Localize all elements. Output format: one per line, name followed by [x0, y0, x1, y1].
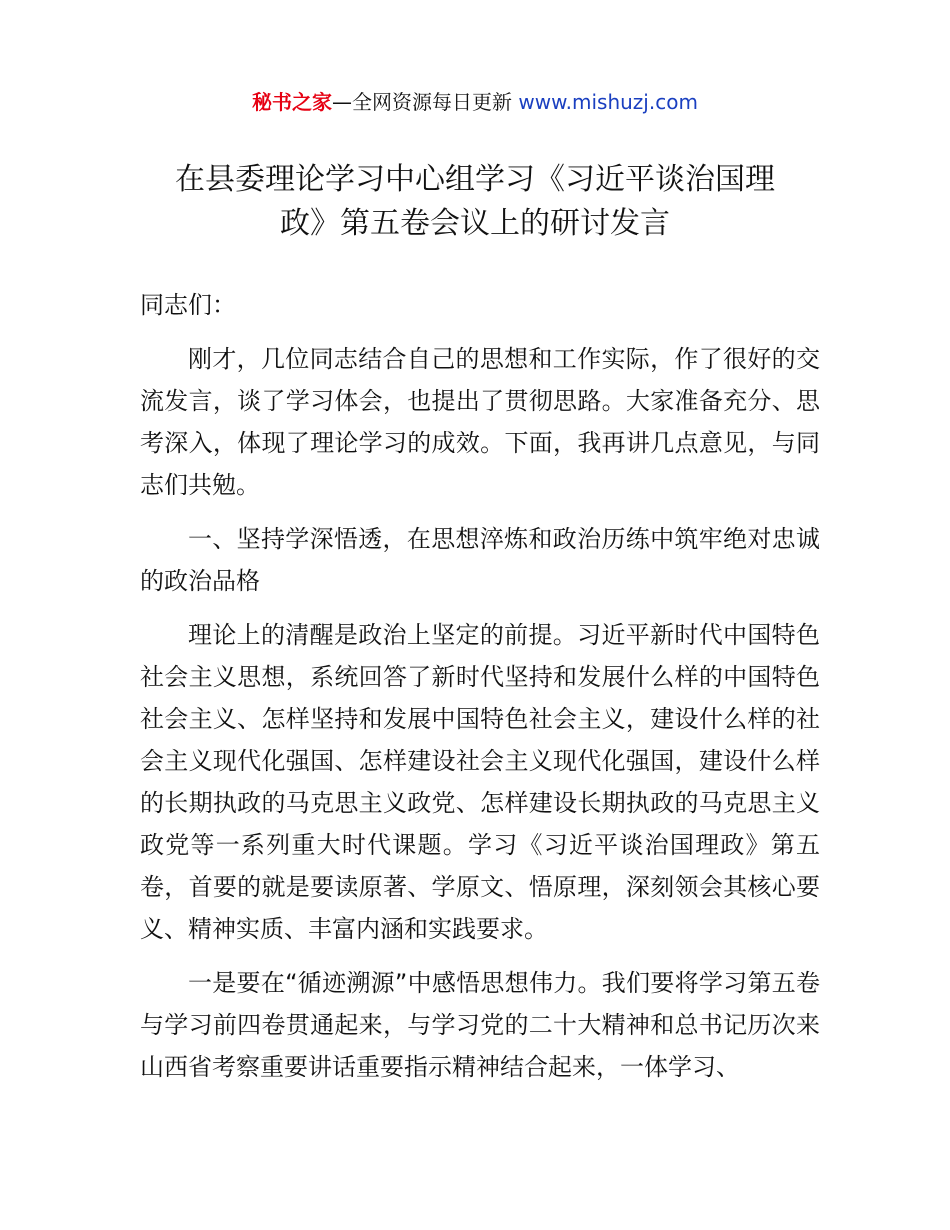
paragraph-point-1: 一是要在“循迹溯源”中感悟思想伟力。我们要将学习第五卷与学习前四卷贯通起来，与学习党的二十大精神和总书记历次来山西省考察重要讲话重要指示精神结合起来，一体学习、: [140, 969, 820, 1081]
salutation: 同志们：: [140, 291, 236, 319]
title-line-1: 在县委理论学习中心组学习《习近平谈治国理: [175, 162, 775, 197]
section-heading-1: 一、坚持学深悟透，在思想淬炼和政治历练中筑牢绝对忠诚的政治品格: [140, 525, 820, 595]
document-body: [140, 284, 820, 1088]
site-url-link[interactable]: www.mishuzj.com: [518, 90, 698, 114]
title-line-2: 政》第五卷会议上的研讨发言: [280, 206, 670, 241]
site-header: [0, 86, 950, 118]
header-slogan: —全网资源每日更新: [332, 90, 513, 114]
document-title: [100, 158, 850, 246]
paragraph-intro: 刚才，几位同志结合自己的思想和工作实际，作了很好的交流发言，谈了学习体会，也提出了贯彻思路。大家准备充分、思考深入，体现了理论学习的成效。下面，我再讲几点意见，与同志们共勉。: [140, 345, 820, 499]
paragraph-theory: 理论上的清醒是政治上坚定的前提。习近平新时代中国特色社会主义思想，系统回答了新时代坚持和发展什么样的中国特色社会主义、怎样坚持和发展中国特色社会主义，建设什么样的社会主义现代化强国、怎样建设社会主义现代化强国，建设什么样的长期执政的马克思主义政党、怎样建设长期执政的马克思主义政党等一系列重大时代课题。学习《习近平谈治国理政》第五卷，首要的就是要读原著、学原文、悟原理，深刻领会其核心要义、精神实质、丰富内涵和实践要求。: [140, 621, 820, 943]
brand-name: 秘书之家: [252, 90, 333, 114]
